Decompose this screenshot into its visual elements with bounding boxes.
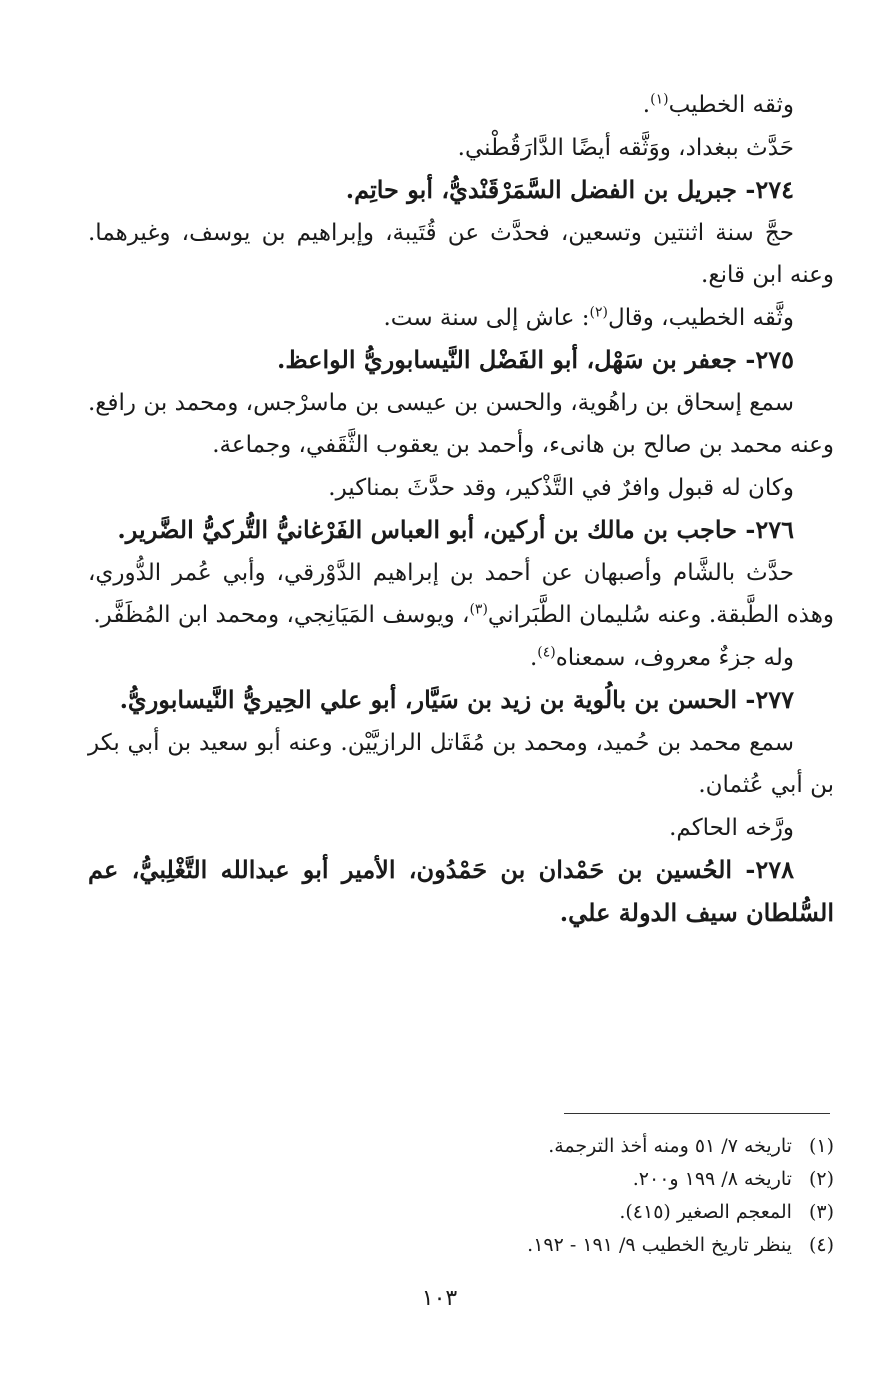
paragraph-tail: . (642, 92, 651, 118)
footnote-4 (88, 1229, 834, 1262)
footnote-2 (88, 1163, 834, 1196)
entry-heading-276 (88, 509, 834, 552)
paragraph-text: سمع إسحاق بن راهُوية، والحسن بن عيسى بن ماسرْجس، ومحمد بن رافع. وعنه محمد بن صالح بن هانىء، وأحمد بن يعقوب الثَّقَفي، وجماعة. (88, 389, 834, 458)
paragraph-text: حجَّ سنة اثنتين وتسعين، فحدَّث عن قُتَيبة، وإبراهيم بن يوسف، وغيرهما. وعنه ابن قانع. (88, 219, 834, 288)
paragraph-tail: ، ويوسف المَيَانِجي، ومحمد ابن المُظَفَّر. (93, 602, 470, 628)
footnote-mark: (١) (808, 1135, 834, 1157)
entry-title: جبريل بن الفضل السَّمَرْقَنْديُّ، أبو حاتِم. (345, 175, 737, 204)
paragraph-text: وله جزءٌ معروف، سمعناه (555, 644, 794, 671)
entry-title: جعفر بن سَهْل، أبو الفَضْل النَّيسابوريُّ الواعظ. (277, 345, 737, 374)
entry-heading-277 (88, 679, 834, 722)
main-text (88, 84, 834, 934)
paragraph-4 (88, 212, 834, 297)
entry-number: ٢٧٨- (745, 855, 794, 884)
paragraph-14 (88, 807, 834, 850)
entry-heading-278 (88, 849, 834, 934)
paragraph-tail: . (529, 644, 538, 671)
footnote-ref: (٢) (589, 303, 609, 320)
paragraph-8 (88, 467, 834, 510)
footnote-ref: (٤) (537, 643, 556, 660)
footnote-text: تاريخه ٧/ ٥١ ومنه أخذ الترجمة. (548, 1135, 792, 1157)
footnote-text: تاريخه ٨/ ١٩٩ و٢٠٠. (632, 1168, 792, 1190)
entry-number: ٢٧٥- (745, 345, 794, 374)
paragraph-7 (88, 382, 834, 467)
paragraph-tail: : عاش إلى سنة ست. (383, 304, 590, 331)
footnote-mark: (٤) (808, 1234, 834, 1256)
paragraph-10 (88, 552, 834, 637)
footnote-1 (88, 1130, 834, 1163)
paragraph-2 (88, 127, 834, 170)
entry-number: ٢٧٧- (745, 685, 794, 714)
paragraph-13 (88, 722, 834, 807)
paragraph-text: وثَّقه الخطيب، وقال (608, 304, 794, 331)
footnote-mark: (٢) (808, 1168, 834, 1190)
entry-number: ٢٧٤- (745, 175, 794, 204)
paragraph-text: ورَّخه الحاكم. (669, 814, 794, 841)
page-number: ١٠٣ (421, 1286, 458, 1311)
entry-heading-275 (88, 339, 834, 382)
footnote-ref: (١) (650, 91, 669, 108)
footnote-ref: (٣) (469, 601, 488, 618)
paragraph-1 (88, 84, 834, 127)
paragraph-5 (88, 297, 834, 340)
entry-number: ٢٧٦- (745, 515, 794, 544)
footnote-text: ينظر تاريخ الخطيب ٩/ ١٩١ - ١٩٢. (527, 1234, 792, 1256)
footnote-3 (88, 1196, 834, 1229)
entry-heading-274 (88, 169, 834, 212)
footnote-text: المعجم الصغير (٤١٥). (619, 1201, 792, 1223)
paragraph-text: سمع محمد بن حُميد، ومحمد بن مُقَاتل الرازيَّيْن. وعنه أبو سعيد بن أبي بكر بن أبي عُثمان. (88, 729, 834, 798)
footnote-mark: (٣) (808, 1201, 834, 1223)
paragraph-text: حَدَّث ببغداد، ووَثَّقه أيضًا الدَّارَقُطْني. (457, 134, 794, 161)
footnotes (88, 1130, 834, 1262)
footnote-divider (564, 1113, 830, 1114)
paragraph-text: وكان له قبول وافرٌ في التَّذْكير، وقد حدَّثَ بمناكير. (328, 474, 794, 501)
entry-title: حاجب بن مالك بن أركين، أبو العباس الفَرْغانيُّ التُّركيُّ الضَّرير. (117, 515, 737, 544)
paragraph-text: وثقه الخطيب (668, 92, 794, 118)
entry-title: الحُسين بن حَمْدان بن حَمْدُون، الأمير أبو عبدالله التَّغْلِبيُّ، عم السُّلطان سيف الدولة علي. (88, 855, 834, 927)
entry-title: الحسن بن بالُوية بن زيد بن سَيَّار، أبو علي الحِيريُّ النَّيسابوريُّ. (119, 685, 737, 714)
paragraph-11 (88, 637, 834, 680)
paragraph-text: حدَّث بالشَّام وأصبهان عن أحمد بن إبراهيم الدَّوْرقي، وأبي عُمر الدُّوري، وهذه الطَّبقة. وعنه سُليمان الطَّبَراني (88, 559, 834, 628)
